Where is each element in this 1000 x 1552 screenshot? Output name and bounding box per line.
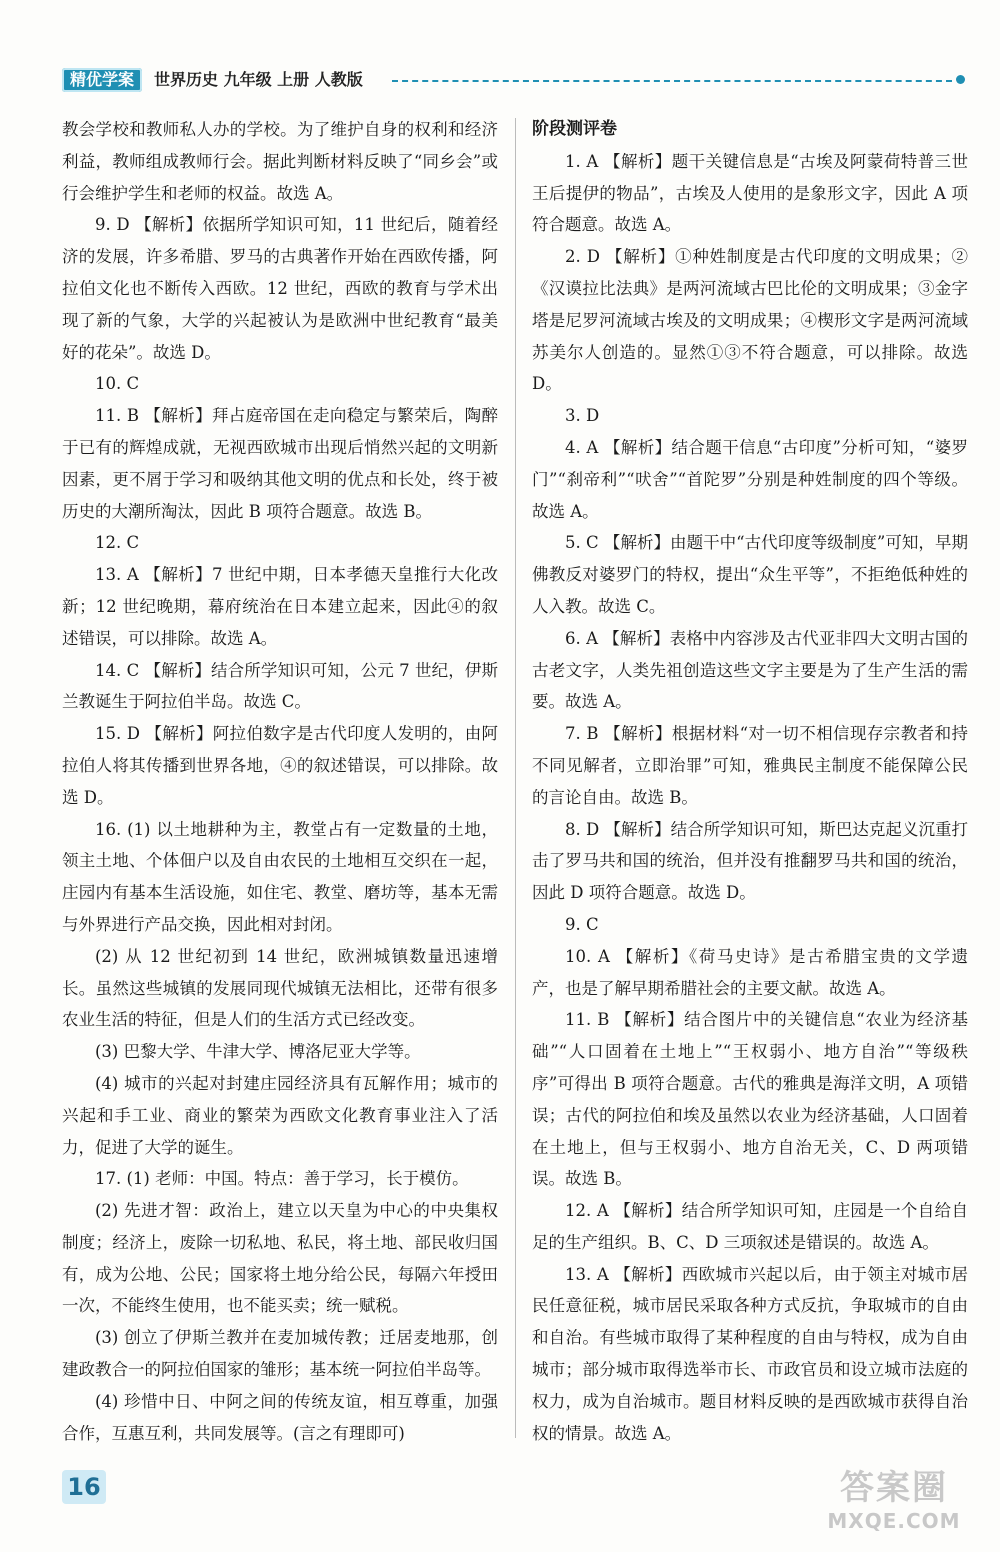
answer-paragraph: 11. B 【解析】拜占庭帝国在走向稳定与繁荣后，陶醉于已有的辉煌成就，无视西欧城市出现后悄然兴起的文明新因素，更不屑于学习和吸纳其他文明的优点和长处，终于被历史的大潮所淘汰，因此 B 项符合题意。故选 B。 [62,406,498,521]
answer-paragraph: 13. A 【解析】7 世纪中期，日本孝德天皇推行大化改新；12 世纪晚期，幕府统治在日本建立起来，因此④的叙述错误，可以排除。故选 A。 [62,565,498,648]
answer-paragraph: (2) 从 12 世纪初到 14 世纪，欧洲城镇数量迅速增长。虽然这些城镇的发展同现代城镇无法相比，还带有很多农业生活的特征，但是人们的生活方式已经改变。 [62,946,498,1030]
page-header [62,68,974,94]
answer-paragraph: (4) 珍惜中日、中阿之间的传统友谊，相互尊重，加强合作，互惠互利，共同发展等。(言之有理即可) [62,1391,498,1443]
series-badge: 精优学案 [62,68,142,92]
answer-paragraph: 1. A 【解析】题干关键信息是“古埃及阿蒙荷特普三世王后提伊的物品”，古埃及人使用的是象形文字，因此 A 项符合题意。故选 A。 [532,151,968,235]
answer-paragraph: 8. D 【解析】结合所学知识可知，斯巴达克起义沉重打击了罗马共和国的统治，但并没有推翻罗马共和国的统治，因此 D 项符合题意。故选 D。 [532,819,968,903]
answer-paragraph: 12. C [95,533,140,553]
book-title: 世界历史 九年级 上册 人教版 [154,70,363,89]
answer-paragraph: 13. A 【解析】西欧城市兴起以后，由于领主对城市居民任意征税，城市居民采取各种方式反抗，争取城市的自由和自治。有些城市取得了某种程度的自由与特权，成为自由城市；部分城市取得选举市长、市政官员和设立城市法庭的权力，成为自治城市。题目材料反映的是西欧城市获得自治权的情景。故选 A。 [532,1264,968,1443]
answer-paragraph: 17. (1) 老师：中国。特点：善于学习，长于模仿。 [95,1169,469,1189]
page-number: 16 [62,1470,106,1504]
right-answer-column [532,114,968,1449]
answer-paragraph: 教会学校和教师私人办的学校。为了维护自身的权利和经济利益，教师组成教师行会。据此判断材料反映了“同乡会”或行会维护学生和老师的权益。故选 A。 [62,120,498,203]
column-divider [515,118,516,1438]
watermark-logo-text: 答案圈 [840,1468,948,1508]
answer-paragraph: 14. C 【解析】结合所学知识可知，公元 7 世纪，伊斯兰教诞生于阿拉伯半岛。故选 C。 [62,660,498,712]
answer-paragraph: (4) 城市的兴起对封建庄园经济具有瓦解作用；城市的兴起和手工业、商业的繁荣为西欧文化教育事业注入了活力，促进了大学的诞生。 [62,1073,498,1157]
right-answer-list [532,146,968,1450]
answer-paragraph: 9. C [565,914,599,934]
header-dashed-rule [392,80,952,82]
answer-paragraph: (3) 巴黎大学、牛津大学、博洛尼亚大学等。 [95,1042,421,1062]
left-answer-column [62,114,498,1449]
answer-paragraph: 10. A 【解析】《荷马史诗》是古希腊宝贵的文学遗产，也是了解早期希腊社会的主要文献。故选 A。 [532,946,968,998]
answer-paragraph: 12. A 【解析】结合所学知识可知，庄园是一个自给自足的生产组织。B、C、D 三项叙述是错误的。故选 A。 [532,1201,968,1252]
answer-paragraph: 15. D 【解析】阿拉伯数字是古代印度人发明的，由阿拉伯人将其传播到世界各地，④的叙述错误，可以排除。故选 D。 [62,724,498,807]
header-dot-icon [956,75,965,84]
answer-paragraph: 4. A 【解析】结合题干信息“古印度”分析可知，“婆罗门”“刹帝利”“吠舍”“首陀罗”分别是种姓制度的四个等级。故选 A。 [532,437,968,521]
section-title: 阶段测评卷 [532,119,617,139]
answer-paragraph: 2. D 【解析】①种姓制度是古代印度的文明成果；②《汉谟拉比法典》是两河流域古巴比伦的文明成果；③金字塔是尼罗河流域古埃及的文明成果；④楔形文字是两河流域苏美尔人创造的。显然①③不符合题意，可以排除。故选 D。 [532,247,968,394]
answer-paragraph: (3) 创立了伊斯兰教并在麦加城传教；迁居麦地那，创建政教合一的阿拉伯国家的雏形；基本统一阿拉伯半岛等。 [62,1328,498,1380]
site-watermark [806,1468,982,1540]
answer-paragraph: 11. B 【解析】结合图片中的关键信息“农业为经济基础”“人口固着在土地上”“王权弱小、地方自治”“等级秩序”可得出 B 项符合题意。古代的雅典是海洋文明，A 项错误；古代的阿拉伯和埃及虽然以农业为经济基础，人口固着在土地上，但与王权弱小、地方自治无关，C、D 两项错误。故选 B。 [532,1010,968,1189]
answer-paragraph: 16. (1) 以土地耕种为主，教堂占有一定数量的土地，领主土地、个体佃户以及自由农民的土地相互交织在一起，庄园内有基本生活设施，如住宅、教堂、磨坊等，基本无需与外界进行产品交换，因此相对封闭。 [62,819,498,934]
answer-paragraph: 7. B 【解析】根据材料“对一切不相信现存宗教者和持不同见解者，立即治罪”可知，雅典民主制度不能保障公民的言论自由。故选 B。 [532,724,968,807]
answer-paragraph: 3. D [565,406,600,426]
answer-paragraph: 10. C [95,374,140,394]
watermark-url: MXQE.COM [827,1509,961,1533]
answer-paragraph: 6. A 【解析】表格中内容涉及古代亚非四大文明古国的古老文字，人类先祖创造这些文字主要是为了生产生活的需要。故选 A。 [532,628,968,712]
answer-paragraph: (2) 先进才智：政治上，建立以天皇为中心的中央集权制度；经济上，废除一切私地、私民，将土地、部民收归国有，成为公地、公民；国家将土地分给公民，每隔六年授田一次，不能终生使用，也不能买卖；统一赋税。 [62,1201,498,1316]
answer-paragraph: 5. C 【解析】由题干中“古代印度等级制度”可知，早期佛教反对婆罗门的特权，提出“众生平等”，不拒绝低种姓的人入教。故选 C。 [532,533,968,616]
answer-paragraph: 9. D 【解析】依据所学知识可知，11 世纪后，随着经济的发展，许多希腊、罗马的古典著作开始在西欧传播，阿拉伯文化也不断传入西欧。12 世纪，西欧的教育与学术出现了新的气象，大学的兴起被认为是欧洲中世纪教育“最美好的花朵”。故选 D。 [62,215,498,362]
